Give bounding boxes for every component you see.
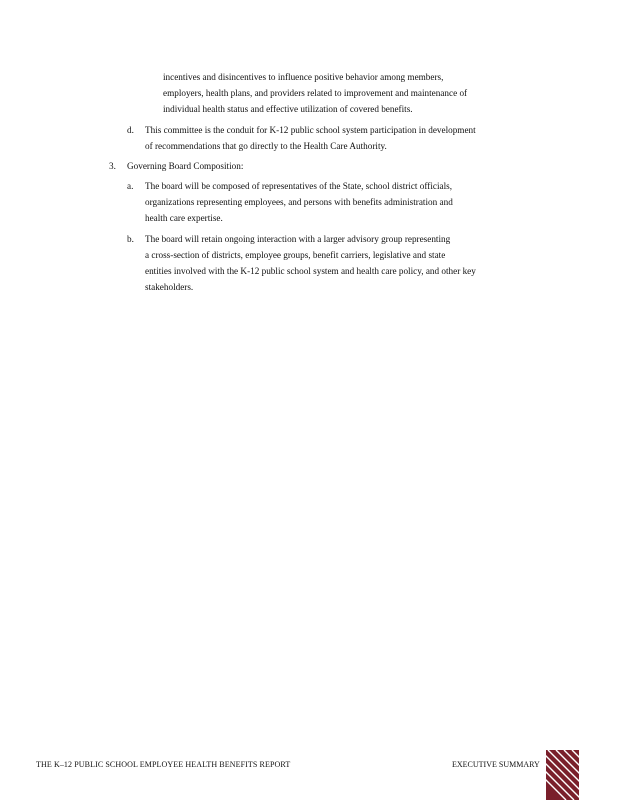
- footer-stripe-decoration: [546, 750, 579, 800]
- body-text-line: incentives and disincentives to influence positive behavior among members,: [163, 72, 444, 82]
- body-text-line: health care expertise.: [145, 213, 223, 223]
- stripe-pattern-icon: [546, 750, 579, 800]
- body-text-line: The board will be composed of representatives of the State, school district officials,: [145, 181, 453, 191]
- body-text-line: a cross-section of districts, employee groups, benefit carriers, legislative and state: [145, 250, 446, 260]
- body-text-line: individual health status and effective utilization of covered benefits.: [163, 104, 413, 114]
- list-marker-b: b.: [127, 234, 134, 244]
- body-text-line: organizations representing employees, and persons with benefits administration and: [145, 197, 453, 207]
- footer-report-title: THE K–12 PUBLIC SCHOOL EMPLOYEE HEALTH BENEFITS REPORT: [36, 760, 291, 769]
- body-text-line: employers, health plans, and providers related to improvement and maintenance of: [163, 88, 468, 98]
- list-marker-d: d.: [127, 125, 134, 135]
- body-text-line: entities involved with the K-12 public school system and health care policy, and other key: [145, 266, 476, 276]
- body-text-line: stakeholders.: [145, 282, 194, 292]
- body-text-line: This committee is the conduit for K-12 public school system participation in development: [145, 125, 476, 135]
- section-marker-3: 3.: [109, 161, 116, 171]
- body-text-line: of recommendations that go directly to the Health Care Authority.: [145, 141, 387, 151]
- section-heading: Governing Board Composition:: [127, 161, 244, 171]
- body-text-line: The board will retain ongoing interaction with a larger advisory group representing: [145, 234, 451, 244]
- footer-section-title: EXECUTIVE SUMMARY: [452, 760, 540, 769]
- list-marker-a: a.: [127, 181, 134, 191]
